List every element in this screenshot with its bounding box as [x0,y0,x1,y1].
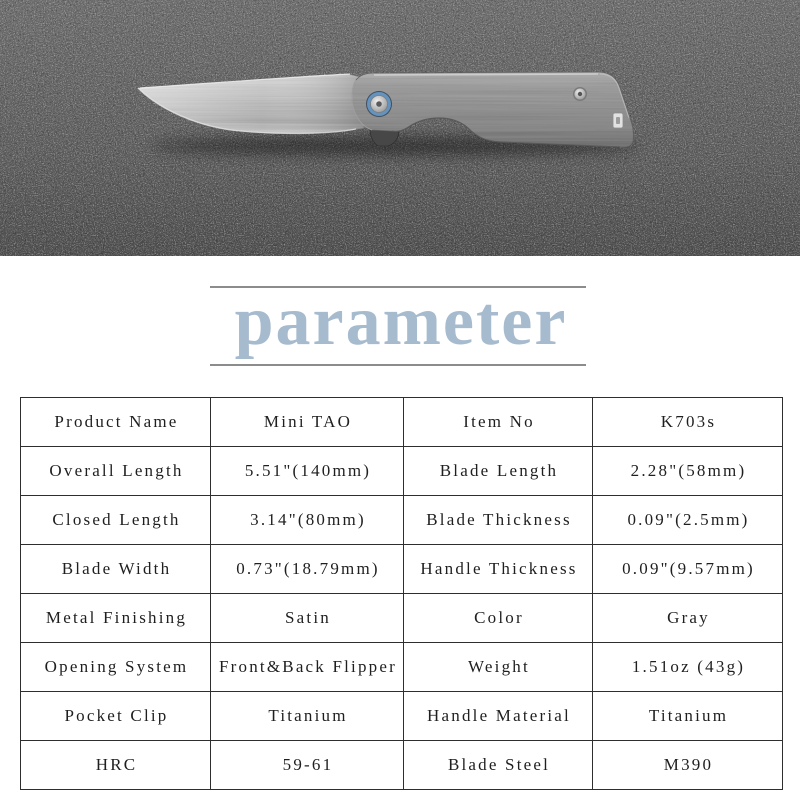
product-name-label: Product Name [21,398,211,447]
blade-thickness-value: 0.09"(2.5mm) [593,496,783,545]
weight-value: 1.51oz (43g) [593,643,783,692]
blade-length-label: Blade Length [404,447,593,496]
product-name-value: Mini TAO [211,398,404,447]
section-title: parameter [234,283,568,360]
color-value: Gray [593,594,783,643]
blade-width-label: Blade Width [21,545,211,594]
color-label: Color [404,594,593,643]
opening-system-label: Opening System [21,643,211,692]
blade-width-value: 0.73"(18.79mm) [211,545,404,594]
metal-finishing-label: Metal Finishing [21,594,211,643]
knife-pivot [366,91,392,117]
handle-screw [573,87,587,101]
blade-steel-value: M390 [593,741,783,790]
hrc-value: 59-61 [211,741,404,790]
handle-thickness-label: Handle Thickness [404,545,593,594]
weight-label: Weight [404,643,593,692]
overall-length-value: 5.51"(140mm) [211,447,404,496]
opening-system-value: Front&Back Flipper [211,643,404,692]
pocket-clip-value: Titanium [211,692,404,741]
closed-length-value: 3.14"(80mm) [211,496,404,545]
closed-length-label: Closed Length [21,496,211,545]
item-no-label: Item No [404,398,593,447]
handle-material-value: Titanium [593,692,783,741]
pocket-clip-label: Pocket Clip [21,692,211,741]
hrc-label: HRC [21,741,211,790]
handle-material-label: Handle Material [404,692,593,741]
product-photo [0,0,800,256]
metal-finishing-value: Satin [211,594,404,643]
blade-length-value: 2.28"(58mm) [593,447,783,496]
blade-thickness-label: Blade Thickness [404,496,593,545]
handle-thickness-value: 0.09"(9.57mm) [593,545,783,594]
title-rule-bottom [210,364,586,366]
overall-length-label: Overall Length [21,447,211,496]
item-no-value: K703s [593,398,783,447]
blade-steel-label: Blade Steel [404,741,593,790]
spec-table [20,397,783,790]
backspacer-clip [613,113,623,128]
